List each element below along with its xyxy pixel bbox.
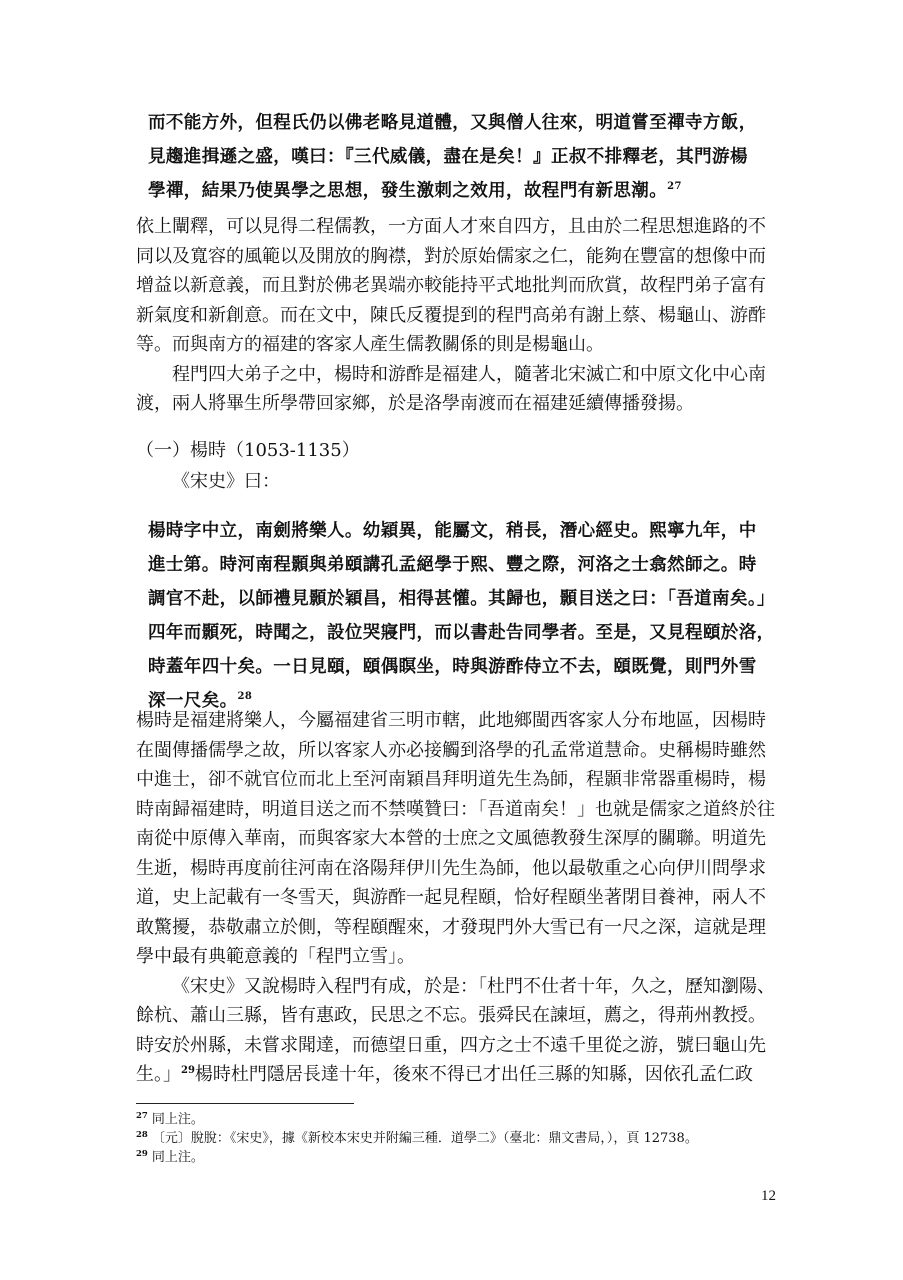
body-section-2 bbox=[136, 706, 776, 1090]
paragraph-text: 《宋史》又說楊時入程門有成，於是：「杜門不仕者十年，久之，歷知瀏陽、餘杭、蕭山三縣，皆有惠政，民思之不忘。張舜民在諫垣，薦之，得荊州教授。時安於州縣，未嘗求聞達，而德望日重，四方之士不遠千里從之游，號曰龜山先生。」 bbox=[136, 975, 775, 1085]
paragraph: 程門四大弟子之中，楊時和游酢是福建人，隨著北宋滅亡和中原文化中心南渡，兩人將畢生所學帶回家鄉，於是洛學南渡而在福建延續傳播發揚。 bbox=[136, 363, 766, 414]
footnote-number: 29 bbox=[136, 1148, 148, 1159]
quote-line-text: 深一尺矣。 bbox=[148, 691, 238, 711]
footnote-item bbox=[136, 1129, 776, 1148]
quote-line bbox=[148, 174, 778, 208]
footnote-item bbox=[136, 1110, 776, 1129]
footnote-number: 27 bbox=[136, 1110, 148, 1121]
quote-line: 楊時字中立，南劍將樂人。幼穎異，能屬文，稍長，潛心經史。熙寧九年，中 bbox=[148, 521, 757, 541]
paragraph bbox=[136, 972, 776, 1090]
quote-line: 調官不赴，以師禮見顥於穎昌，相得甚懽。其歸也，顥目送之曰：「吾道南矣。」 bbox=[148, 589, 775, 609]
footnote-text: 同上注。 bbox=[151, 1150, 204, 1165]
footnote-number: 28 bbox=[136, 1129, 148, 1140]
quote-line: 時蓋年四十矣。一日見頤，頤偶瞑坐，時與游酢侍立不去，頤既覺，則門外雪 bbox=[148, 657, 757, 677]
footnote-ref-27[interactable]: 27 bbox=[667, 181, 682, 193]
section-heading-yang-shi: （一）楊時（1053-1135） bbox=[136, 440, 360, 461]
quote-line: 見趨進揖遜之盛，嘆曰：『三代威儀，盡在是矣！』正叔不排釋老，其門游楊 bbox=[148, 147, 748, 167]
block-quote-songshi bbox=[148, 514, 778, 718]
footnote-item bbox=[136, 1148, 776, 1167]
page-number: 12 bbox=[761, 1188, 776, 1204]
paragraph-text: 楊時杜門隱居長達十年，後來不得已才出任三縣的知縣，因依孔孟仁政 bbox=[194, 1064, 753, 1085]
paragraph: 楊時是福建將樂人，今屬福建省三明市轄，此地鄉閩西客家人分布地區，因楊時在閩傳播儒學之故，所以客家人亦必接觸到洛學的孔孟常道慧命。史稱楊時雖然中進士，卻不就官位而北上至河南穎昌拜明道先生為師，程顥非常器重楊時，楊時南歸福建時，明道目送之而不禁嘆贊曰：「吾道南矣！」也就是儒家之道終於往南從中原傳入華南，而與客家大本營的士庶之文風德教發生深厚的關聯。明道先生逝，楊時再度前往河南在洛陽拜伊川先生為師，他以最敬重之心向伊川問學求道，史上記載有一冬雪天，與游酢一起見程頤，恰好程頤坐著閉目養神，兩人不敢驚擾，恭敬肅立於側，等程頤醒來，才發現門外大雪已有一尺之深，這就是理學中最有典範意義的「程門立雪」。 bbox=[136, 710, 775, 967]
quote-line: 而不能方外，但程氏仍以佛老略見道體，又與僧人往來，明道嘗至禪寺方飯， bbox=[148, 113, 757, 133]
footnote-divider bbox=[136, 1103, 354, 1104]
source-intro: 《宋史》曰： bbox=[172, 471, 280, 492]
footnotes bbox=[136, 1110, 776, 1167]
footnote-ref-29[interactable]: 29 bbox=[181, 1065, 195, 1076]
quote-line: 進士第。時河南程顥與弟頤講孔孟絕學于熙、豐之際，河洛之士翕然師之。時 bbox=[148, 555, 757, 575]
quote-line-text: 學禪，結果乃使異學之思想，發生激刺之效用，故程門有新思潮。 bbox=[148, 181, 668, 201]
footnote-text: 〔元〕脫脫：《宋史》，據《新校本宋史并附編三種．道學二》（臺北：鼎文書局，），頁 12738。 bbox=[151, 1131, 698, 1146]
body-section-1 bbox=[136, 212, 776, 419]
quote-line: 四年而顥死，時聞之，設位哭寢門，而以書赴告同學者。至是，又見程頤於洛， bbox=[148, 623, 775, 643]
footnote-text: 同上注。 bbox=[151, 1112, 204, 1127]
block-quote-chen bbox=[148, 106, 778, 208]
footnote-ref-28[interactable]: 28 bbox=[237, 691, 253, 703]
paragraph: 依上闡釋，可以見得二程儒教，一方面人才來自四方，且由於二程思想進路的不同以及寬容的風範以及開放的胸襟，對於原始儒家之仁，能夠在豐富的想像中而增益以新意義，而且對於佛老異端亦較能持平式地批判而欣賞，故程門弟子富有新氣度和新創意。而在文中，陳氏反覆提到的程門高弟有謝上蔡、楊龜山、游酢等。而與南方的福建的客家人產生儒教關係的則是楊龜山。 bbox=[136, 216, 766, 355]
